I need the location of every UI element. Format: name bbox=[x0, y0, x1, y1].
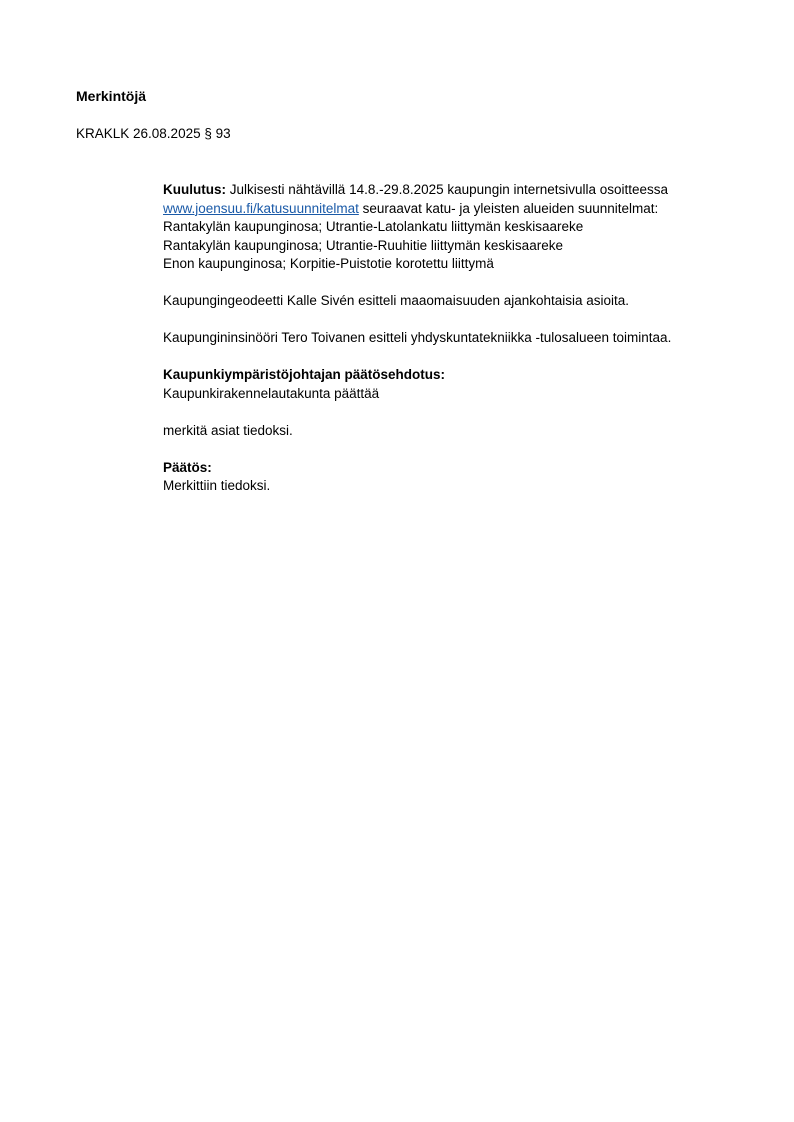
announcement-label: Kuulutus: bbox=[163, 182, 226, 197]
announcement-link[interactable]: www.joensuu.fi/katusuunnitelmat bbox=[163, 200, 359, 216]
announcement-text: Julkisesti nähtävillä 14.8.-29.8.2025 kaupungin internetsivulla osoitteessa bbox=[229, 182, 669, 197]
decision-text: Merkittiin tiedoksi. bbox=[163, 478, 271, 493]
plan-item: Enon kaupunginosa; Korpitie-Puistotie korotettu liittymä bbox=[163, 256, 494, 271]
paragraph-geodesist: Kaupungingeodeetti Kalle Sivén esitteli maaomaisuuden ajankohtaisia asioita. bbox=[163, 293, 630, 308]
proposal-decision-text: merkitä asiat tiedoksi. bbox=[163, 422, 293, 438]
decision-label: Päätös: bbox=[163, 459, 212, 475]
announcement-text-2: seuraavat katu- ja yleisten alueiden suunnitelmat: bbox=[362, 200, 659, 216]
meeting-reference: KRAKLK 26.08.2025 § 93 bbox=[76, 126, 231, 141]
document-body bbox=[163, 181, 743, 496]
plan-item: Rantakylän kaupunginosa; Utrantie-Ruuhitie liittymän keskisaareke bbox=[163, 237, 563, 253]
paragraph-engineer: Kaupungininsinööri Tero Toivanen esitteli yhdyskuntatekniikka -tulosalueen toimintaa. bbox=[163, 330, 672, 345]
proposal-label: Kaupunkiympäristöjohtajan päätösehdotus: bbox=[163, 367, 446, 382]
plan-item: Rantakylän kaupunginosa; Utrantie-Latolankatu liittymän keskisaareke bbox=[163, 219, 584, 234]
proposal-text: Kaupunkirakennelautakunta päättää bbox=[163, 385, 380, 401]
announcement-line-2 bbox=[163, 200, 743, 219]
announcement-line-1 bbox=[163, 181, 743, 200]
section-heading: Merkintöjä bbox=[76, 88, 147, 104]
